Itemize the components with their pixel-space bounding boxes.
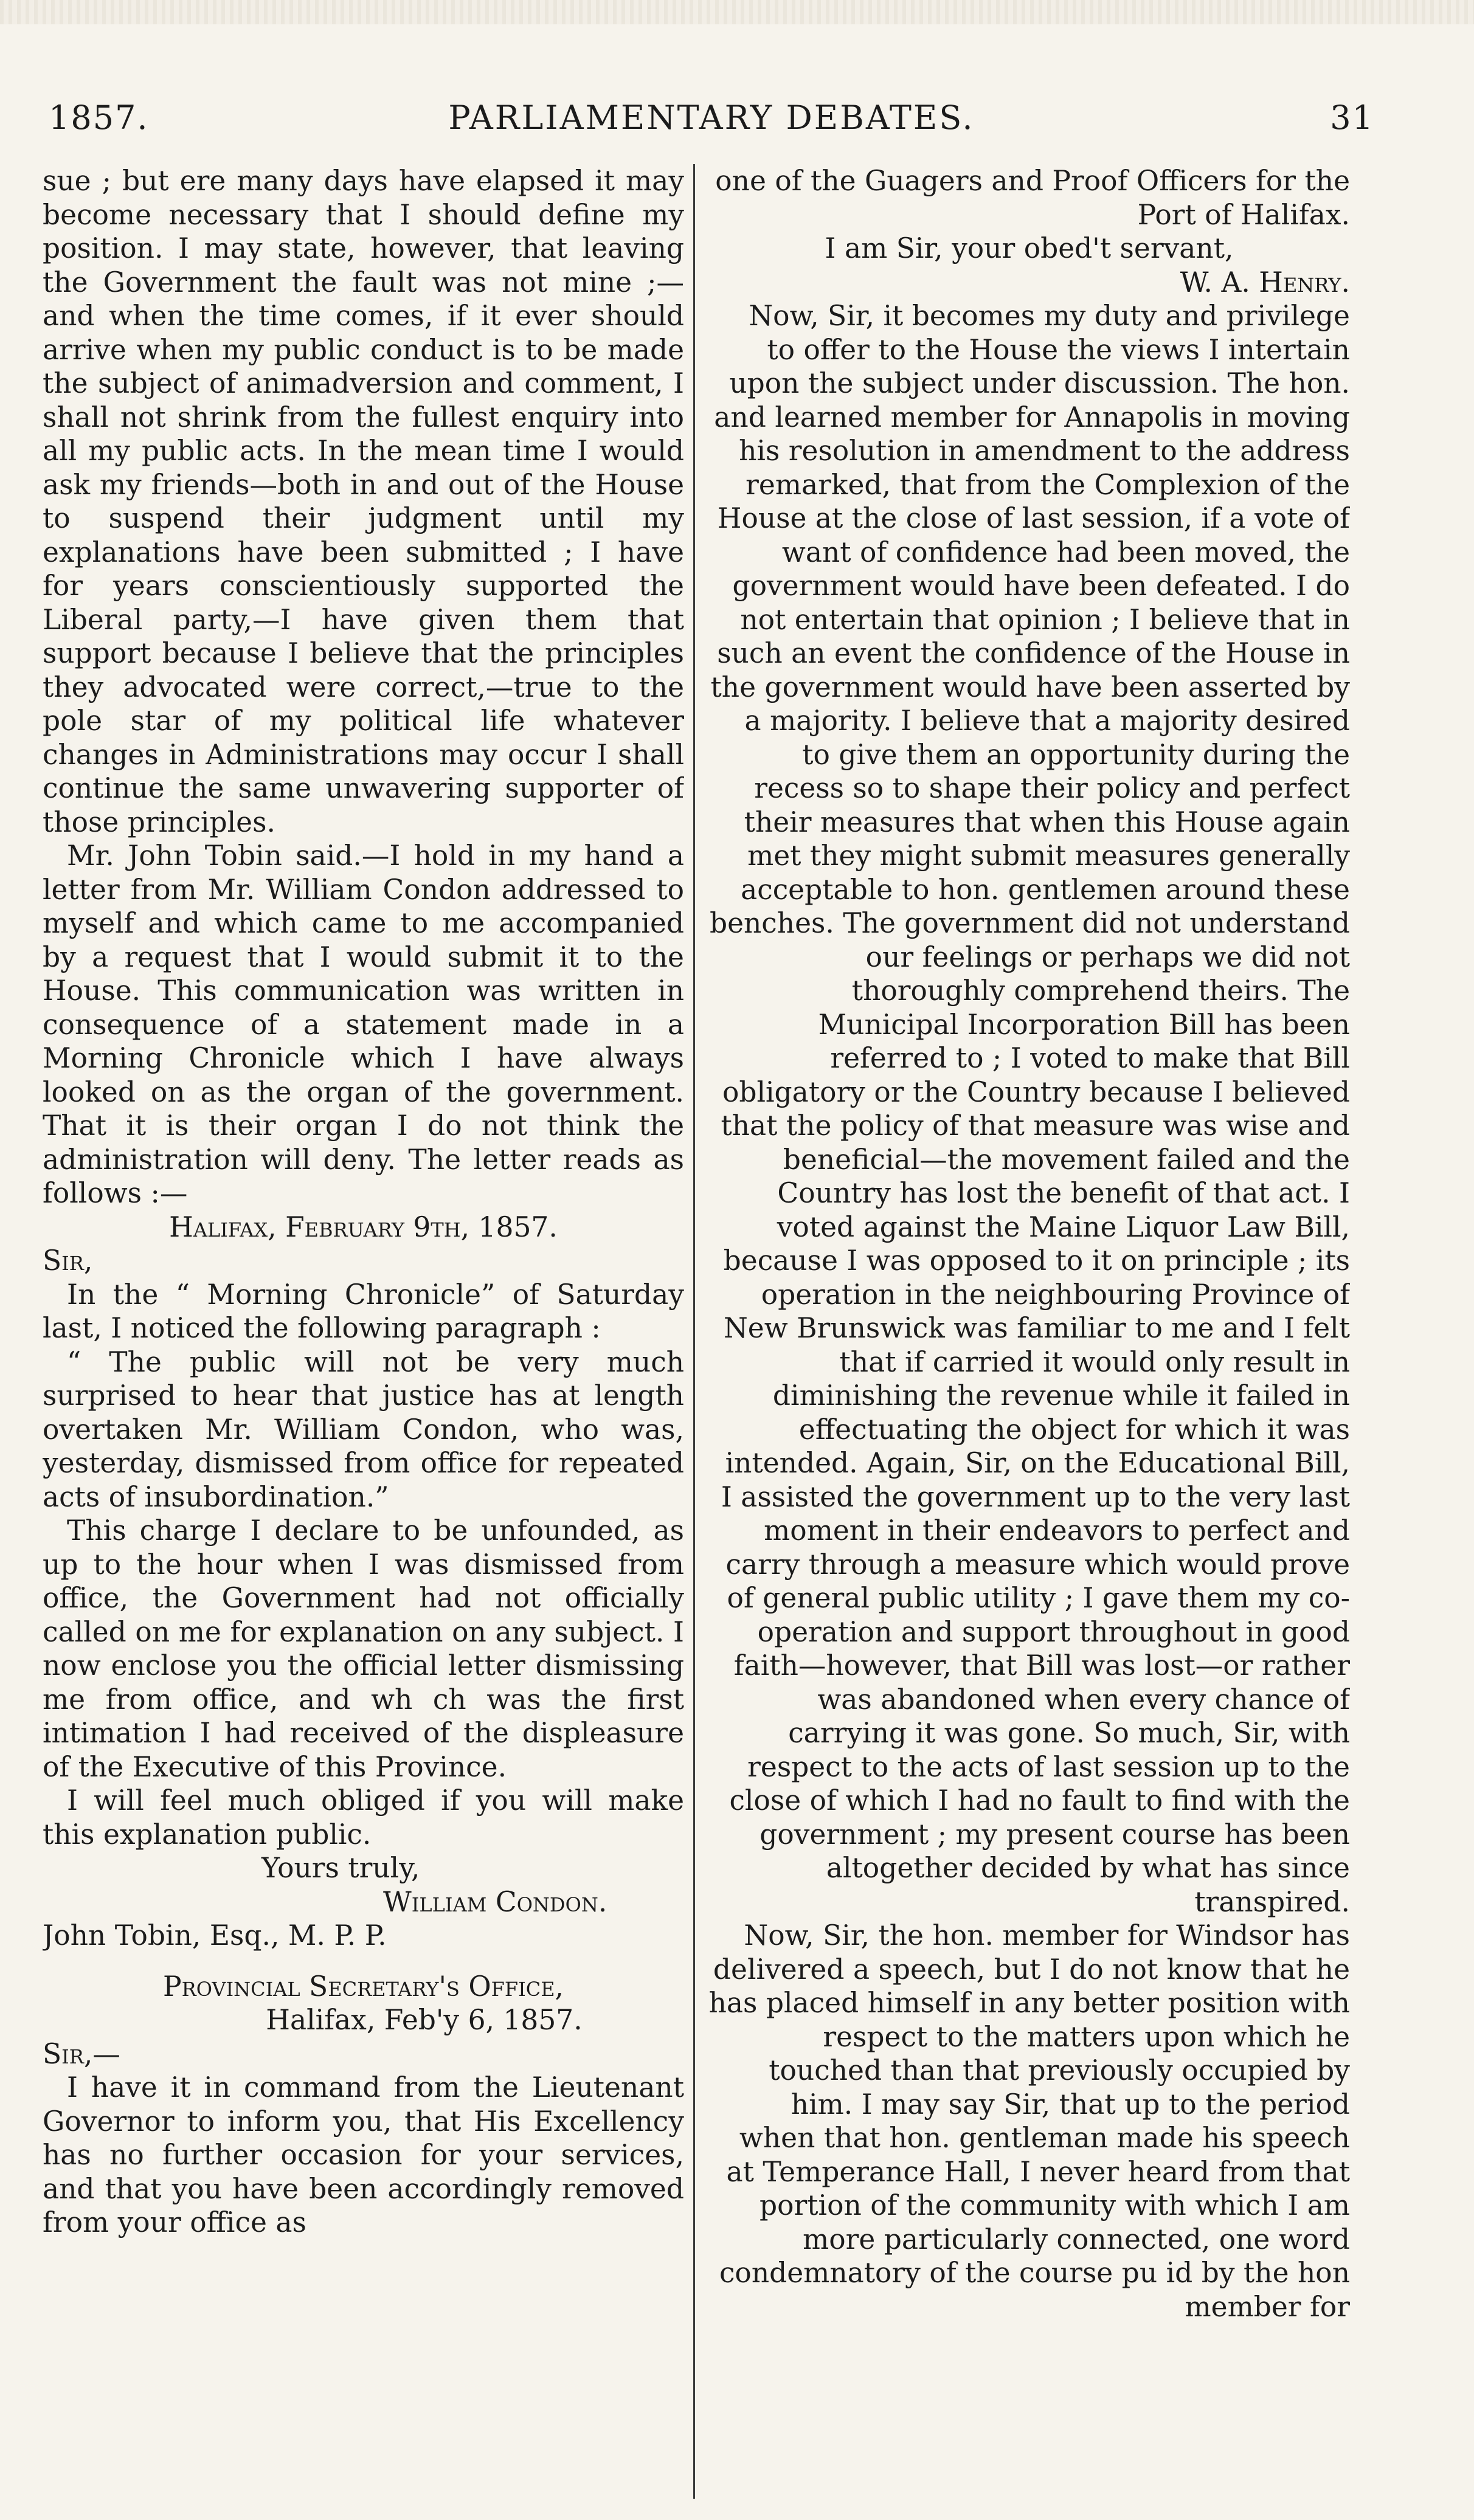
- right-column: [708, 164, 1350, 2505]
- right-paragraph-2: Now, Sir, it becomes my duty and privilege to offer to the House the views I intertain upon the subject under discussion. The hon. and learned member for Annapolis in moving his resolution in amendment to the address remarked, that from the Complexion of the House at the close of last session, if a vote of want of confidence had been moved, the government would have been defeated. I do not entertain that opinion ; I believe that in such an event the confidence of the House in the government would have been asserted by a majority. I believe that a majority desired to give them an opportunity during the recess so to shape their policy and perfect their measures that when this House again met they might submit measures generally acceptable to hon. gentlemen around these benches. The government did not understand our feelings or perhaps we did not thoroughly comprehend theirs. The Municipal Incorporation Bill has been referred to ; I voted to make that Bill obligatory or the Country because I believed that the policy of that measure was wise and beneficial—the movement failed and the Country has lost the benefit of that act. I voted against the Maine Liquor Law Bill, because I was opposed to it on principle ; its operation in the neighbouring Province of New Brunswick was familiar to me and I felt that if carried it would only result in diminishing the revenue while it failed in effectuating the object for which it was intended. Again, Sir, on the Educational Bill, I assisted the government up to the very last moment in their endeavors to perfect and carry through a measure which would prove of general public utility ; I gave them my co-operation and support throughout in good faith—however, that Bill was lost—or rather was abandoned when every chance of carrying it was gone. So much, Sir, with respect to the acts of last session up to the close of which I had no fault to find with the government ; my present course has been altogether decided by what has since transpired.: [709, 300, 1350, 1918]
- left-paragraph-tobin: Mr. John Tobin said.—I hold in my hand a letter from Mr. William Condon addressed to myself and which came to me accompanied by a request that I would submit it to the House. This communication was written in consequence of a statement made in a Morning Chronicle which I have always looked on as the organ of the government. That it is their organ I do not think the administration will deny. The letter reads as follows :—: [43, 840, 684, 1209]
- left-column: [43, 164, 684, 2505]
- letter2-dateline: Halifax, Feb'y 6, 1857.: [266, 2004, 583, 2036]
- spacer: [43, 1953, 684, 1970]
- letter1-quote: “ The public will not be very much surprised to hear that justice has at length overtaken Mr. William Condon, who was, yesterday, dismissed from office for repeated acts of insubordination.”: [43, 1345, 684, 1513]
- right-paragraph-3: Now, Sir, the hon. member for Windsor has delivered a speech, but I do not know that he has placed himself in any better position with respect to the matters upon which he touched than that previously occupied by him. I may say Sir, that up to the period when that hon. gentleman made his speech at Temperance Hall, I never heard from that portion of the community with which I am more particularly connected, one word condemnatory of the course pu id by the hon member for: [708, 1919, 1350, 2323]
- letter1-dateline: Halifax, February 9th, 1857.: [169, 1210, 558, 1243]
- letter1-paragraph-1: In the “ Morning Chronicle” of Saturday last, I noticed the following paragraph :: [43, 1278, 684, 1344]
- letter1-signature: William Condon.: [383, 1885, 607, 1918]
- letter2-office: Provincial Secretary's Office,: [162, 1970, 564, 2003]
- right-paragraph-1: one of the Guagers and Proof Officers for the Port of Halifax.: [715, 165, 1350, 231]
- letter1-closing: Yours truly,: [261, 1852, 420, 1884]
- letter1-salutation: Sir,: [43, 1244, 93, 1277]
- torn-top-edge: [0, 0, 1474, 24]
- letter2-signature: W. A. Henry.: [1180, 266, 1350, 299]
- left-paragraph-1: sue ; but ere many days have elapsed it may become necessary that I should define my position. I may state, however, that leaving the Government the fault was not mine ;—and when the time comes, if it ever should arrive when my public conduct is to be made the subject of animadversion and comment, I shall not shrink from the fullest enquiry into all my public acts. In the mean time I would ask my friends—both in and out of the House to suspend their judgment until my explanations have been submitted ; I have for years conscientiously supported the Liberal party,—I have given them that support because I believe that the principles they advocated were correct,—true to the pole star of my political life whatever changes in Administrations may occur I shall continue the same unwavering supporter of those principles.: [43, 165, 684, 838]
- letter1-paragraph-2: This charge I declare to be unfounded, as up to the hour when I was dismissed from office, the Government had not officially called on me for explanation on any subject. I now enclose you the official letter dismissing me from office, and wh ch was the first intimation I had received of the displeasure of the Executive of this Province.: [43, 1514, 684, 1783]
- letter2-closing: I am Sir, your obed't servant,: [825, 232, 1234, 264]
- header-title: PARLIAMENTARY DEBATES.: [448, 98, 975, 137]
- page-number: 31: [1330, 98, 1374, 137]
- page-header: [49, 91, 1374, 146]
- letter1-paragraph-3: I will feel much obliged if you will make this explanation public.: [43, 1784, 684, 1851]
- letter1-addressee: John Tobin, Esq., M. P. P.: [43, 1919, 387, 1952]
- column-divider: [693, 164, 695, 2499]
- header-year: 1857.: [49, 98, 149, 137]
- letter2-salutation: Sir,—: [43, 2037, 120, 2070]
- letter2-paragraph-1: I have it in command from the Lieutenant Governor to inform you, that His Excellency has no further occasion for your services, and that you have been accordingly removed from your office as: [43, 2071, 684, 2239]
